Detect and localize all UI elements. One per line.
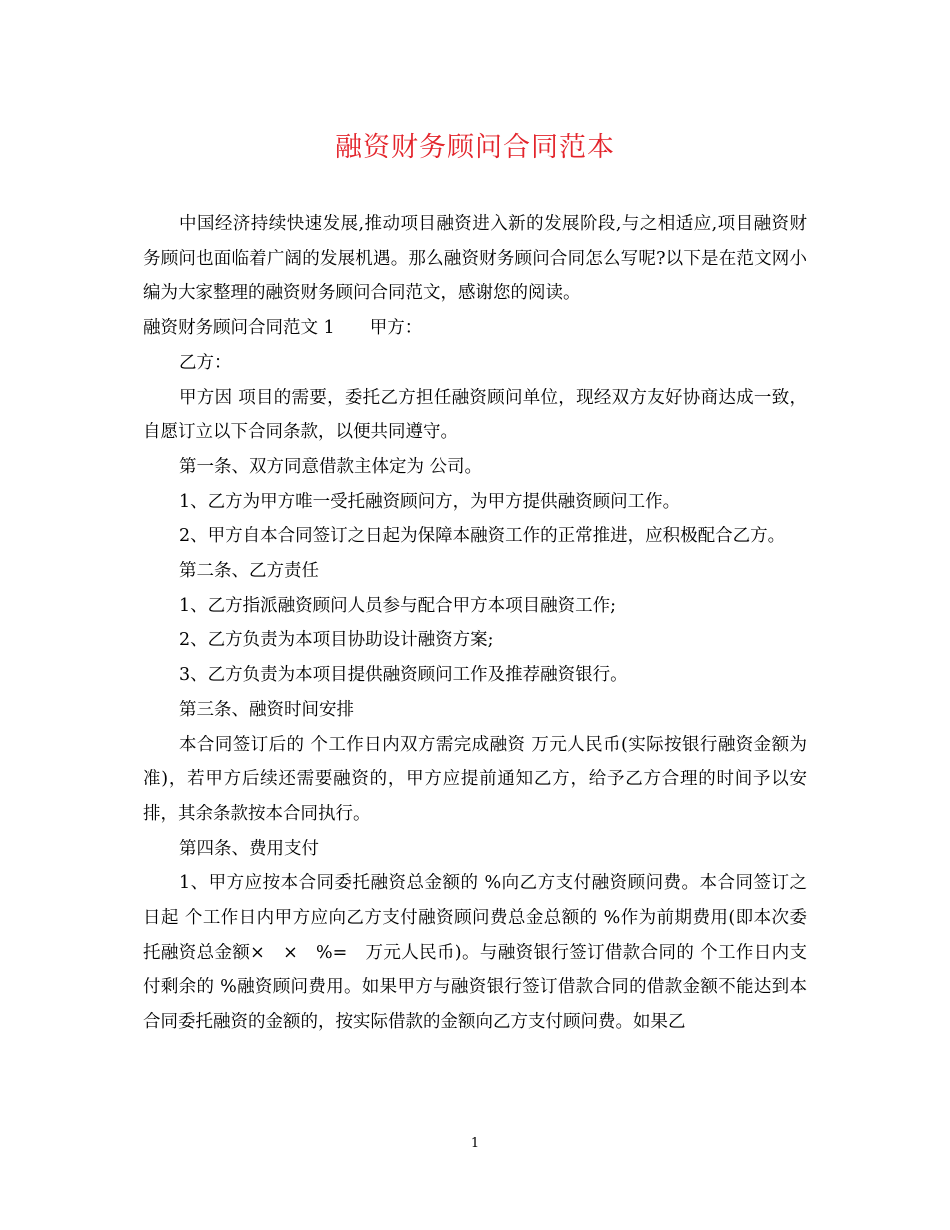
document-body [143, 207, 807, 1040]
paragraph-article-1-item-2: 2、甲方自本合同签订之日起为保障本融资工作的正常推进，应积极配合乙方。 [179, 526, 786, 547]
paragraph-article-2: 第二条、乙方责任 [179, 561, 319, 582]
paragraph-article-1: 第一条、双方同意借款主体定为 公司。 [179, 456, 483, 477]
paragraph-party-b: 乙方： [179, 352, 232, 373]
paragraph-preamble: 甲方因 项目的需要，委托乙方担任融资顾问单位，现经双方友好协商达成一致，自愿订立以下合同条款，以便共同遵守。 [143, 387, 807, 443]
paragraph-article-4-item-1: 1、甲方应按本合同委托融资总金额的 %向乙方支付融资顾问费。本合同签订之日起 个工作日内甲方应向乙方支付融资顾问费总金总额的 %作为前期费用(即本次委托融资总金额× × %= 万元人民币)。与融资银行签订借款合同的 个工作日内支付剩余的 %融资顾问费用。如果甲方与融资银行签订借款合同的借款金额不能达到本合同委托融资的金额的，按实际借款的金额向乙方支付顾问费。如果乙 [143, 873, 807, 1033]
paragraph-intro: 中国经济持续快速发展,推动项目融资进入新的发展阶段,与之相适应,项目融资财务顾问也面临着广阔的发展机遇。那么融资财务顾问合同怎么写呢?以下是在范文网小编为大家整理的融资财务顾问合同范文，感谢您的阅读。 [143, 214, 807, 304]
paragraph-article-4: 第四条、费用支付 [179, 838, 319, 859]
paragraph-article-3-body: 本合同签订后的 个工作日内双方需完成融资 万元人民币(实际按银行融资金额为准)，若甲方后续还需要融资的，甲方应提前通知乙方，给予乙方合理的时间予以安排，其余条款按本合同执行。 [143, 734, 807, 824]
paragraph-article-2-item-1: 1、乙方指派融资顾问人员参与配合甲方本项目融资工作; [179, 595, 617, 616]
document-title: 融资财务顾问合同范本 [335, 132, 615, 163]
page-number: 1 [470, 1136, 480, 1151]
paragraph-article-1-item-1: 1、乙方为甲方唯一受托融资顾问方，为甲方提供融资顾问工作。 [179, 491, 681, 512]
paragraph-article-2-item-3: 3、乙方负责为本项目提供融资顾问工作及推荐融资银行。 [179, 665, 628, 686]
paragraph-article-3: 第三条、融资时间安排 [179, 699, 354, 720]
paragraph-article-2-item-2: 2、乙方负责为本项目协助设计融资方案; [179, 630, 494, 651]
paragraph-contract-heading: 融资财务顾问合同范文 1 甲方： [143, 318, 423, 339]
